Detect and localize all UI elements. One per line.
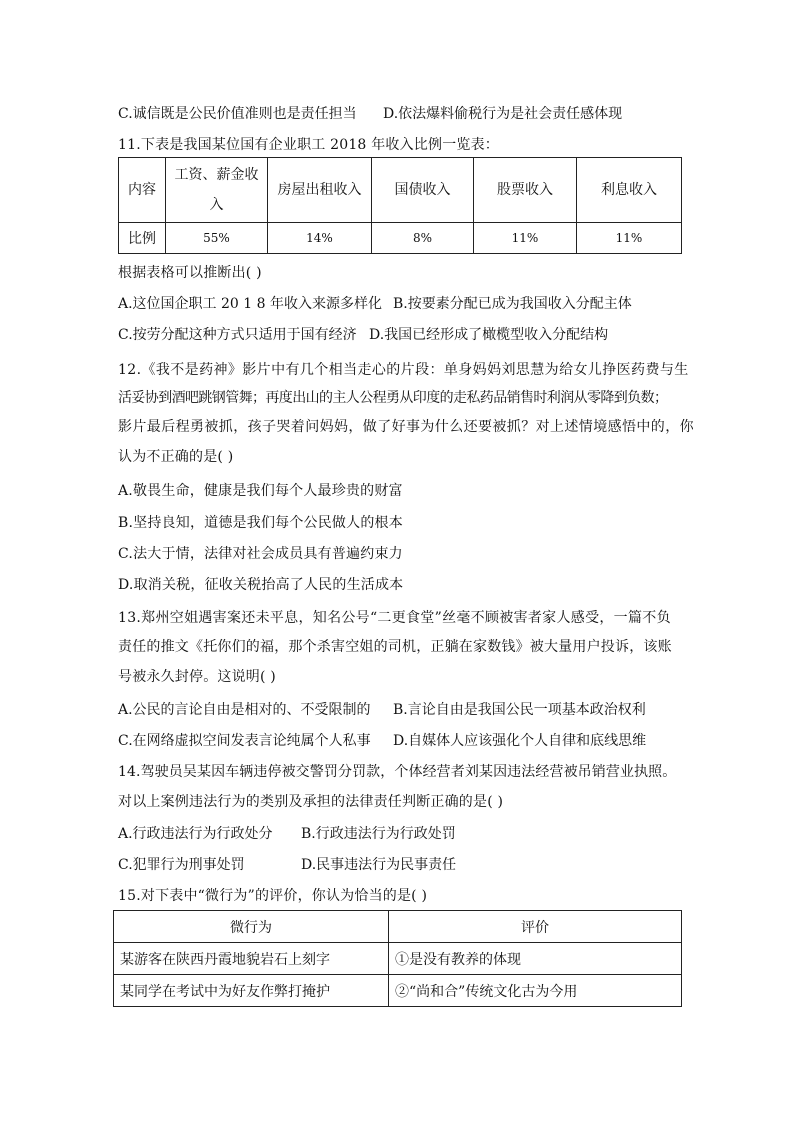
q11-value-cell: 比例 xyxy=(119,223,166,254)
q11-header-cell: 房屋出租收入 xyxy=(268,158,372,223)
q11-header-cell: 股票收入 xyxy=(474,158,577,223)
q11-option-b: B.按要素分配已成为我国收入分配主体 xyxy=(393,296,632,312)
q13-option-d: D.自媒体人应该强化个人自律和底线思维 xyxy=(393,733,647,749)
q12-option-a: A.敬畏生命，健康是我们每个人最珍贵的财富 xyxy=(118,483,403,499)
q14-option-b: B.行政违法行为行政处罚 xyxy=(301,826,456,842)
q15-table-header-row xyxy=(114,911,682,943)
q12-stem-line: 12.《我不是药神》影片中有几个相当走心的片段：单身妈妈刘思慧为给女儿挣医药费与生 xyxy=(118,362,689,378)
q13-option-a: A.公民的言论自由是相对的、不受限制的 xyxy=(118,702,371,718)
q15-header-cell: 微行为 xyxy=(114,911,389,943)
q10-option-d: D.依法爆料偷税行为是社会责任感体现 xyxy=(383,106,623,122)
q14-option-c: C.犯罪行为刑事处罚 xyxy=(118,857,245,873)
q12-stem-line: 认为不正确的是( ) xyxy=(118,449,234,465)
q11-table-value-row xyxy=(119,223,682,254)
q11-option-a: A.这位国企职工 20 1 8 年收入来源多样化 xyxy=(118,296,382,312)
q11-header-cell: 利息收入 xyxy=(577,158,682,223)
q12-option-b: B.坚持良知，道德是我们每个公民做人的根本 xyxy=(118,515,403,531)
q15-behavior-cell: 某游客在陕西丹霞地貌岩石上刻字 xyxy=(114,943,389,975)
q11-option-c: C.按劳分配这种方式只适用于国有经济 xyxy=(118,327,357,343)
q14-stem-line: 对以上案例违法行为的类别及承担的法律责任判断正确的是( ) xyxy=(118,794,504,810)
q15-evaluation-cell: ②“尚和合”传统文化古为今用 xyxy=(389,975,682,1007)
q11-header-cell: 工资、薪金收入 xyxy=(166,158,268,223)
q12-stem-line: 影片最后程勇被抓，孩子哭着问妈妈，做了好事为什么还要被抓？对上述情境感悟中的，你 xyxy=(118,419,694,435)
q13-stem-line: 13.郑州空姐遇害案还未平息，知名公号“二更食堂”丝毫不顾被害者家人感受，一篇不负 xyxy=(118,610,671,626)
q11-value-cell: 14% xyxy=(268,223,372,254)
q11-value-cell: 11% xyxy=(474,223,577,254)
q11-value-cell: 55% xyxy=(166,223,268,254)
q13-option-c: C.在网络虚拟空间发表言论纯属个人私事 xyxy=(118,733,371,749)
q15-table-row xyxy=(114,943,682,975)
q15-stem: 15.对下表中“微行为”的评价，你认为恰当的是( ) xyxy=(118,888,428,904)
q12-option-d: D.取消关税，征收关税抬高了人民的生活成本 xyxy=(118,577,404,593)
q15-behavior-cell: 某同学在考试中为好友作弊打掩护 xyxy=(114,975,389,1007)
q11-table-header-row xyxy=(119,158,682,223)
q11-header-cell: 内容 xyxy=(119,158,166,223)
q11-value-cell: 11% xyxy=(577,223,682,254)
q14-option-d: D.民事违法行为民事责任 xyxy=(301,857,457,873)
q14-stem-line: 14.驾驶员吴某因车辆违停被交警罚分罚款，个体经营者刘某因违法经营被吊销营业执照。 xyxy=(118,764,677,780)
q13-stem-line: 号被永久封停。这说明( ) xyxy=(118,669,276,685)
q10-option-c: C.诚信既是公民价值准则也是责任担当 xyxy=(118,106,357,122)
q13-stem-line: 责任的推文《托你们的福，那个杀害空姐的司机，正躺在家数钱》被大量用户投诉，该账 xyxy=(118,639,672,655)
q13-option-b: B.言论自由是我国公民一项基本政治权利 xyxy=(393,702,646,718)
q11-stem: 11.下表是我国某位国有企业职工 2018 年收入比例一览表： xyxy=(118,137,499,153)
q11-header-cell: 国债收入 xyxy=(372,158,474,223)
q11-option-d: D.我国已经形成了橄榄型收入分配结构 xyxy=(369,327,609,343)
q15-header-cell: 评价 xyxy=(389,911,682,943)
q14-option-a: A.行政违法行为行政处分 xyxy=(118,826,273,842)
q15-evaluation-cell: ①是没有教养的体现 xyxy=(389,943,682,975)
q15-table-row xyxy=(114,975,682,1007)
q12-option-c: C.法大于情，法律对社会成员具有普遍约束力 xyxy=(118,546,403,562)
q12-stem-line: 活妥协到酒吧跳钢管舞；再度出山的主人公程勇从印度的走私药品销售时利润从零降到负数； xyxy=(118,390,668,406)
q11-value-cell: 8% xyxy=(372,223,474,254)
q11-income-table xyxy=(118,157,682,254)
q15-behavior-table xyxy=(113,910,682,1007)
q11-prompt: 根据表格可以推断出( ) xyxy=(118,265,262,281)
